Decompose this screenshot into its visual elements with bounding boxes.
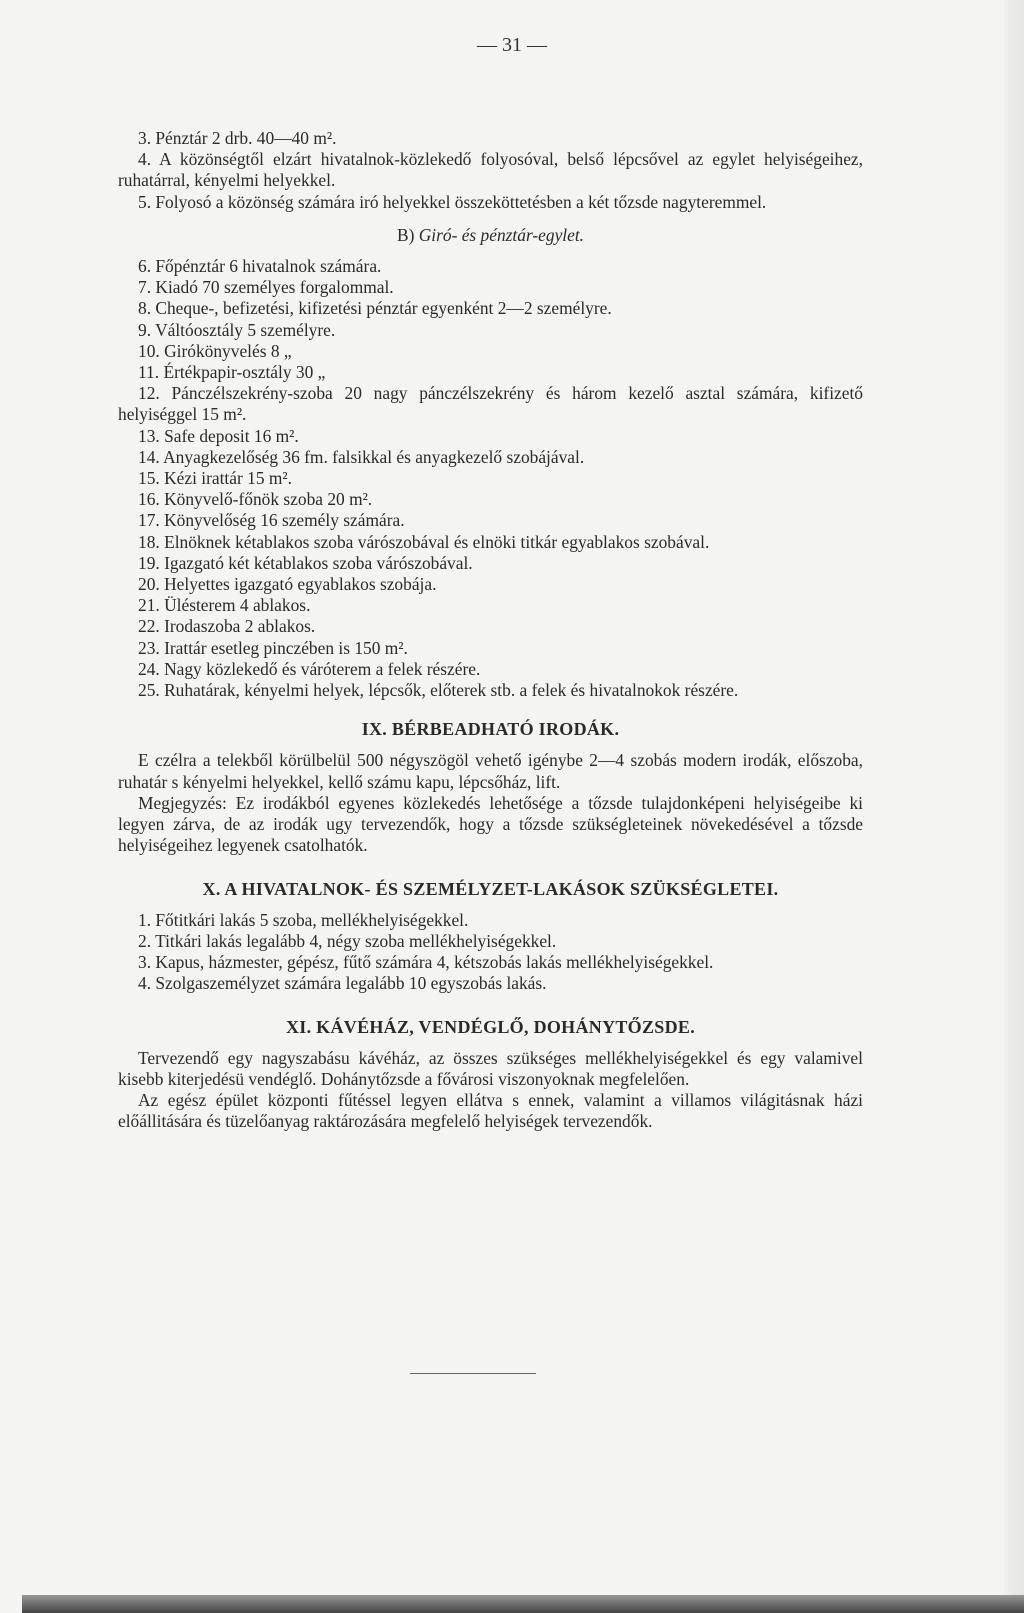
- list-item: 25. Ruhatárak, kényelmi helyek, lépcsők, előterek stb. a felek és hivatalnokok részére.: [138, 680, 739, 701]
- list-item: 23. Irattár esetleg pinczében is 150 m².: [138, 637, 408, 658]
- list-item: 15. Kézi irattár 15 m².: [138, 468, 292, 489]
- list-item: 24. Nagy közlekedő és váróterem a felek részére.: [138, 658, 481, 679]
- list-item: 18. Elnöknek kétablakos szoba várószobával és elnöki titkár egyablakos szobával.: [138, 531, 710, 552]
- subheading-b: [118, 225, 863, 246]
- subheading-prefix: B): [396, 224, 419, 245]
- page-body: [118, 128, 863, 1133]
- list-item: 13. Safe deposit 16 m².: [138, 425, 299, 446]
- list-item: 20. Helyettes igazgató egyablakos szobája.: [138, 574, 437, 595]
- list-item: 1. Főtitkári lakás 5 szoba, mellékhelyiségekkel.: [138, 909, 469, 930]
- end-rule: [410, 1373, 536, 1374]
- list-item: 10. Girókönyvelés 8 „: [138, 340, 292, 361]
- list-item: 5. Folyosó a közönség számára iró helyekkel összeköttetésben a két tőzsde nagyteremmel.: [138, 191, 767, 212]
- scan-edge: [1004, 0, 1024, 1613]
- list-item: 21. Ülésterem 4 ablakos.: [138, 595, 311, 616]
- list-item: 4. A közönségtől elzárt hivatalnok-közlekedő folyosóval, belső lépcsővel az egylet helyiségeihez, ruhatárral, kényelmi helyekkel.: [118, 149, 863, 191]
- list-item: 3. Pénztár 2 drb. 40—40 m².: [138, 128, 337, 148]
- paragraph: Az egész épület központi fűtéssel legyen ellátva s ennek, valamint a villamos világitásnak házi előállitására és tüzelőanyag raktározására megfelelő helyiségek tervezendők.: [118, 1090, 863, 1132]
- paragraph: Megjegyzés: Ez irodákból egyenes közlekedés lehetősége a tőzsde tulajdonképeni helyiségeibe ki legyen zárva, de az irodák ugy tervezendők, hogy a tőzsde szükségleteinek növekedésével a tőzsde helyiségeihez legyenek csatolhatók.: [118, 792, 863, 856]
- list-item: 11. Értékpapir-osztály 30 „: [138, 362, 326, 383]
- subheading-title: Giró- és pénztár-egylet.: [418, 224, 585, 245]
- scan-bottom-bar: [22, 1595, 1024, 1613]
- section-9-title: IX. BÉRBEADHATÓ IRODÁK.: [361, 719, 620, 740]
- list-part-2: [118, 256, 863, 701]
- list-item: 7. Kiadó 70 személyes forgalommal.: [138, 277, 394, 298]
- list-part-1: [118, 128, 863, 213]
- list-item: 16. Könyvelő-főnök szoba 20 m².: [138, 489, 373, 510]
- page-number: — 31 —: [477, 34, 547, 56]
- list-item: 6. Főpénztár 6 hivatalnok számára.: [138, 256, 382, 277]
- section-11-title: XI. KÁVÉHÁZ, VENDÉGLŐ, DOHÁNYTŐZSDE.: [285, 1016, 696, 1037]
- list-item: 9. Váltóosztály 5 személyre.: [138, 319, 336, 340]
- list-item: 14. Anyagkezelőség 36 fm. falsikkal és anyagkezelő szobájával.: [138, 446, 585, 467]
- list-item: 4. Szolgaszemélyzet számára legalább 10 egyszobás lakás.: [138, 973, 547, 994]
- list-item: 8. Cheque-, befizetési, kifizetési pénztár egyenként 2—2 személyre.: [138, 298, 612, 319]
- paragraph: E czélra a telekből körülbelül 500 négyszögöl vehető igénybe 2—4 szobás modern irodák, előszoba, ruhatár s kényelmi helyekkel, kellő számu kapu, lépcsőház, lift.: [118, 750, 863, 792]
- list-item: 19. Igazgató két kétablakos szoba várószobával.: [138, 552, 473, 573]
- list-item: 17. Könyvelőség 16 személy számára.: [138, 510, 405, 531]
- paragraph: Tervezendő egy nagyszabásu kávéház, az összes szükséges mellékhelyiségekkel és egy valamivel kisebb kiterjedésü vendéglő. Dohánytőzsde a fővárosi viszonyoknak megfelelően.: [118, 1047, 863, 1089]
- list-item: 2. Titkári lakás legalább 4, négy szoba mellékhelyiségekkel.: [138, 930, 557, 951]
- section-10-title: X. A HIVATALNOK- ÉS SZEMÉLYZET-LAKÁSOK SZÜKSÉGLETEI.: [202, 878, 779, 899]
- list-item: 3. Kapus, házmester, gépész, fűtő számára 4, kétszobás lakás mellékhelyiségekkel.: [138, 952, 714, 973]
- list-item: 22. Irodaszoba 2 ablakos.: [138, 616, 316, 637]
- list-item: 12. Pánczélszekrény-szoba 20 nagy pánczélszekrény és három kezelő asztal számára, kifizető helyiséggel 15 m².: [118, 383, 863, 425]
